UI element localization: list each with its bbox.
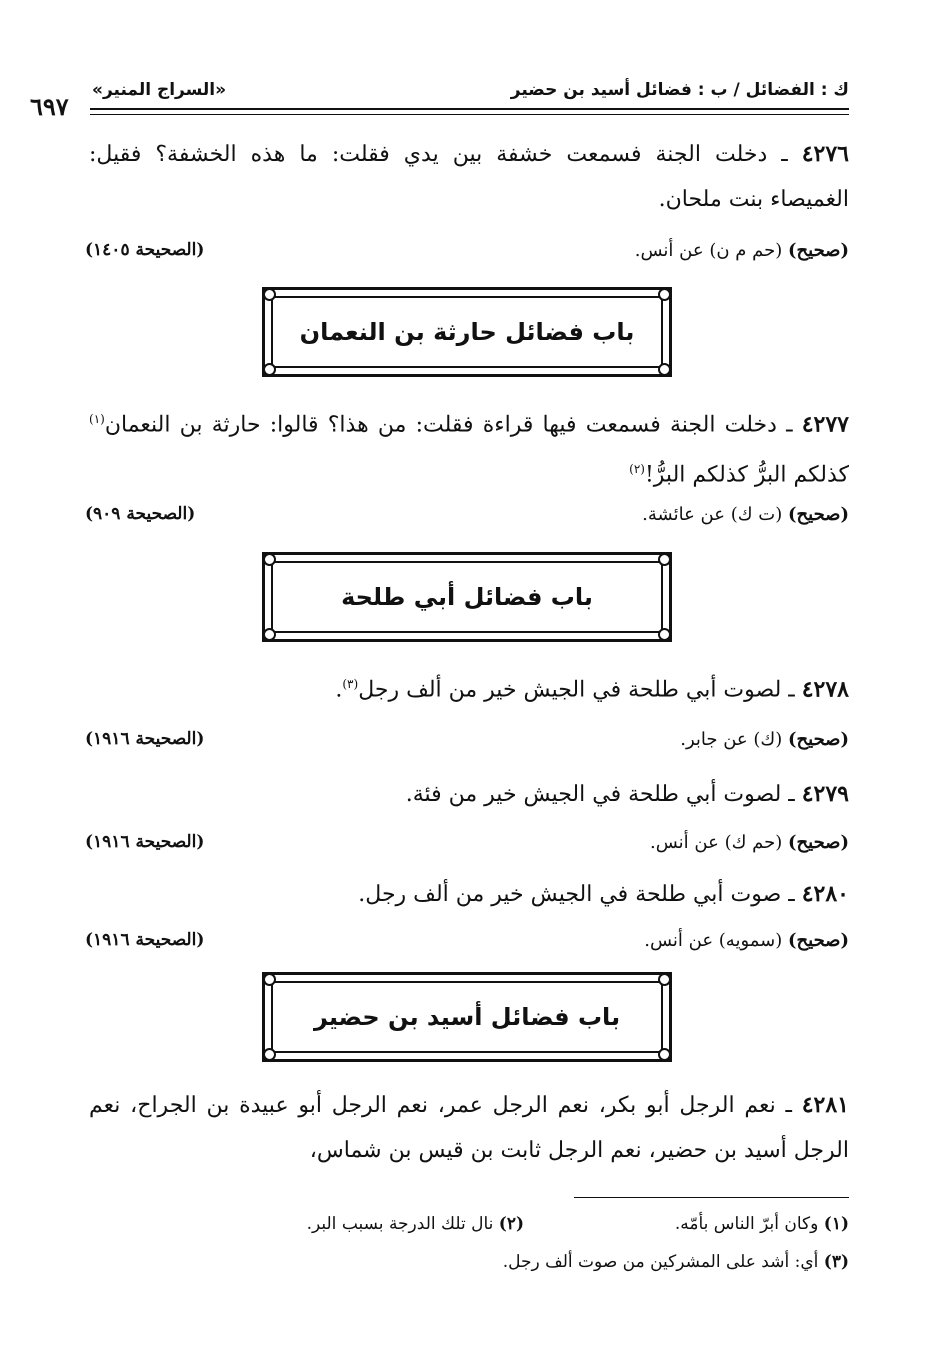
corner-ornament-icon bbox=[263, 628, 276, 641]
corner-ornament-icon bbox=[658, 288, 671, 301]
silsila-reference: (الصحيحة ١٤٠٥) bbox=[85, 240, 205, 260]
hadith-4280 bbox=[89, 872, 849, 917]
grade-line bbox=[680, 729, 849, 750]
hadith-number: ٤٢٧٧ bbox=[801, 411, 849, 438]
hadith-number: ٤٢٨١ bbox=[801, 1092, 849, 1118]
hadith-text: نعم الرجل أبو بكر، نعم الرجل عمر، نعم الرجل أبو عبيدة بن الجراح، نعم الرجل أسيد بن حضير، نعم الرجل ثابت بن قيس بن شماس، bbox=[89, 1093, 849, 1163]
grade-label: (صحيح) bbox=[788, 504, 849, 525]
footnote-1 bbox=[675, 1214, 849, 1234]
hadith-4281 bbox=[89, 1083, 849, 1173]
running-header-chapter: ك : الفضائل / ب : فضائل أسيد بن حضير bbox=[510, 80, 849, 100]
header-rule-bottom bbox=[90, 114, 849, 115]
hadith-4277 bbox=[89, 397, 849, 498]
corner-ornament-icon bbox=[658, 973, 671, 986]
footnote-marker: (١) bbox=[89, 412, 105, 426]
chapter-box-usayd bbox=[262, 972, 672, 1062]
hadith-dash: ـ bbox=[776, 412, 802, 438]
hadith-text: لصوت أبي طلحة في الجيش خير من ألف رجل bbox=[358, 677, 782, 703]
hadith-end: . bbox=[335, 677, 343, 703]
hadith-dash: ـ bbox=[775, 1093, 802, 1118]
grade-line bbox=[644, 930, 849, 951]
silsila-reference: (الصحيحة ١٩١٦) bbox=[85, 930, 205, 950]
grade-label: (صحيح) bbox=[788, 240, 849, 261]
footnote-text: أي: أشد على المشركين من صوت ألف رجل. bbox=[502, 1252, 819, 1272]
header-rule-top bbox=[90, 108, 849, 110]
page-number: ٦٩٧ bbox=[30, 92, 69, 121]
grade-label: (صحيح) bbox=[788, 729, 849, 750]
hadith-number: ٤٢٧٨ bbox=[801, 676, 849, 703]
chapter-title: باب فضائل حارثة بن النعمان bbox=[299, 318, 635, 346]
hadith-number: ٤٢٧٩ bbox=[801, 781, 849, 807]
silsila-reference: (الصحيحة ٩٠٩) bbox=[85, 504, 196, 524]
hadith-dash: ـ bbox=[781, 677, 802, 703]
hadith-dash: ـ bbox=[767, 142, 802, 167]
corner-ornament-icon bbox=[658, 628, 671, 641]
corner-ornament-icon bbox=[263, 553, 276, 566]
hadith-dash: ـ bbox=[781, 882, 802, 907]
grade-line bbox=[642, 504, 849, 525]
chapter-box-haritha bbox=[262, 287, 672, 377]
hadith-text: دخلت الجنة فسمعت خشفة بين يدي فقلت: ما هذه الخشفة؟ فقيل: الغميصاء بنت ملحان. bbox=[89, 142, 849, 212]
grade-sources: (ت ك) عن عائشة. bbox=[642, 504, 788, 525]
hadith-text: دخلت الجنة فسمعت فيها قراءة فقلت: من هذا؟ قالوا: حارثة بن النعمان bbox=[104, 412, 777, 438]
corner-ornament-icon bbox=[263, 363, 276, 376]
footnote-text: وكان أبرّ الناس بأمّه. bbox=[674, 1214, 819, 1234]
footnote-marker: (٣) bbox=[823, 1252, 849, 1272]
chapter-title: باب فضائل أسيد بن حضير bbox=[313, 1003, 621, 1031]
hadith-number: ٤٢٨٠ bbox=[801, 881, 849, 907]
grade-sources: (حم ك) عن أنس. bbox=[650, 832, 788, 853]
silsila-reference: (الصحيحة ١٩١٦) bbox=[85, 832, 205, 852]
grade-sources: (حم م ن) عن أنس. bbox=[634, 240, 788, 261]
chapter-inner-frame bbox=[271, 561, 663, 633]
running-header-book-title: «السراج المنير» bbox=[92, 80, 227, 100]
hadith-number: ٤٢٧٦ bbox=[801, 141, 849, 167]
corner-ornament-icon bbox=[263, 288, 276, 301]
chapter-title: باب فضائل أبي طلحة bbox=[341, 583, 593, 611]
grade-line bbox=[635, 240, 849, 261]
footnote-marker: (١) bbox=[823, 1214, 849, 1234]
corner-ornament-icon bbox=[263, 1048, 276, 1061]
corner-ornament-icon bbox=[658, 363, 671, 376]
footnote-3 bbox=[503, 1252, 849, 1272]
grade-sources: (ك) عن جابر. bbox=[680, 729, 788, 750]
hadith-4279 bbox=[89, 772, 849, 817]
grade-label: (صحيح) bbox=[788, 832, 849, 853]
chapter-inner-frame bbox=[271, 296, 663, 368]
footnote-separator bbox=[574, 1197, 849, 1198]
hadith-4276 bbox=[89, 132, 849, 222]
footnote-2 bbox=[307, 1214, 524, 1234]
hadith-4278 bbox=[89, 662, 849, 712]
footnote-marker: (٣) bbox=[342, 677, 359, 691]
grade-line bbox=[650, 832, 849, 853]
chapter-box-abu-talha bbox=[262, 552, 672, 642]
hadith-dash: ـ bbox=[781, 782, 802, 807]
hadith-text: صوت أبي طلحة في الجيش خير من ألف رجل. bbox=[358, 882, 782, 907]
hadith-text: لصوت أبي طلحة في الجيش خير من فئة. bbox=[405, 782, 782, 807]
grade-sources: (سمويه) عن أنس. bbox=[644, 930, 788, 951]
hadith-text-cont: كذلكم البرُّ كذلكم البرُّ! bbox=[644, 462, 849, 488]
footnote-marker: (٢) bbox=[498, 1214, 524, 1234]
grade-label: (صحيح) bbox=[788, 930, 849, 951]
silsila-reference: (الصحيحة ١٩١٦) bbox=[85, 729, 205, 749]
chapter-inner-frame bbox=[271, 981, 663, 1053]
corner-ornament-icon bbox=[658, 1048, 671, 1061]
footnote-text: نال تلك الدرجة بسبب البر. bbox=[306, 1214, 494, 1234]
corner-ornament-icon bbox=[263, 973, 276, 986]
corner-ornament-icon bbox=[658, 553, 671, 566]
footnote-marker: (٢) bbox=[629, 462, 645, 477]
